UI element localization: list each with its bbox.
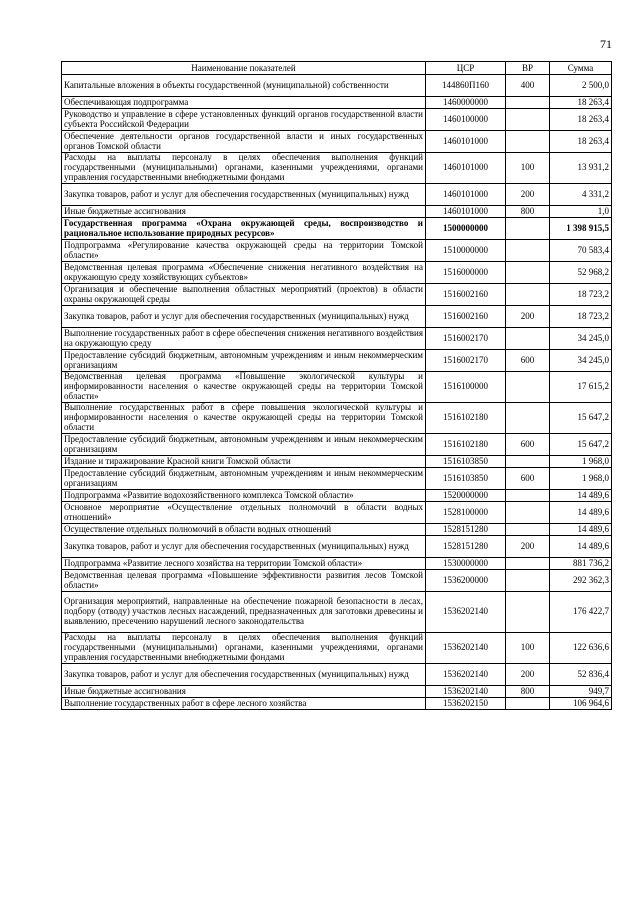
row-vr: 800 xyxy=(506,686,550,698)
table-row xyxy=(62,633,612,664)
row-name: Предоставление субсидий бюджетным, автономным учреждениям и иным некоммерческим организациям xyxy=(62,350,426,372)
row-vr xyxy=(506,109,550,131)
row-name: Выполнение государственных работ в сфере обеспечения снижения негативного воздействия на окружающую среду xyxy=(62,328,426,350)
table-row xyxy=(62,75,612,97)
row-csr: 1516002170 xyxy=(426,350,506,372)
row-vr xyxy=(506,403,550,434)
page-number: 71 xyxy=(600,37,612,51)
row-vr: 400 xyxy=(506,75,550,97)
row-vr: 100 xyxy=(506,153,550,184)
row-csr: 1516100000 xyxy=(426,372,506,403)
table-row xyxy=(62,97,612,109)
row-csr: 1536202150 xyxy=(426,698,506,710)
row-vr xyxy=(506,490,550,502)
row-csr: 1516000000 xyxy=(426,262,506,284)
row-csr: 1536202140 xyxy=(426,686,506,698)
table-row xyxy=(62,153,612,184)
row-vr: 200 xyxy=(506,536,550,558)
row-csr: 1460101000 xyxy=(426,153,506,184)
row-vr: 200 xyxy=(506,306,550,328)
row-sum: 122 636,6 xyxy=(550,633,612,664)
table-row xyxy=(62,403,612,434)
row-name: Подпрограмма «Развитие лесного хозяйства на территории Томской области» xyxy=(62,558,426,570)
table-row xyxy=(62,434,612,456)
table-row xyxy=(62,468,612,490)
row-sum: 14 489,6 xyxy=(550,524,612,536)
row-csr: 1536202140 xyxy=(426,592,506,633)
table-row xyxy=(62,206,612,218)
row-csr: 1510000000 xyxy=(426,240,506,262)
table-row xyxy=(62,664,612,686)
row-vr xyxy=(506,372,550,403)
row-vr xyxy=(506,328,550,350)
row-vr: 200 xyxy=(506,184,550,206)
row-vr: 600 xyxy=(506,350,550,372)
row-csr: 1528151280 xyxy=(426,524,506,536)
row-sum: 106 964,6 xyxy=(550,698,612,710)
row-name: Капитальные вложения в объекты государственной (муниципальной) собственности xyxy=(62,75,426,97)
row-name: Руководство и управление в сфере установленных функций органов государственной власти субъекта Российской Федерации xyxy=(62,109,426,131)
row-sum: 1,0 xyxy=(550,206,612,218)
table-row xyxy=(62,592,612,633)
row-name: Обеспечивающая подпрограмма xyxy=(62,97,426,109)
table-row xyxy=(62,284,612,306)
row-sum: 17 615,2 xyxy=(550,372,612,403)
row-name: Ведомственная целевая программа «Повышение эффективности развития лесов Томской области» xyxy=(62,570,426,592)
row-vr: 800 xyxy=(506,206,550,218)
row-sum: 13 931,2 xyxy=(550,153,612,184)
row-vr xyxy=(506,592,550,633)
row-csr: 1528100000 xyxy=(426,502,506,524)
row-csr: 1460000000 xyxy=(426,97,506,109)
row-name: Закупка товаров, работ и услуг для обеспечения государственных (муниципальных) нужд xyxy=(62,664,426,686)
row-name: Иные бюджетные ассигнования xyxy=(62,206,426,218)
table-row xyxy=(62,350,612,372)
header-vr: ВР xyxy=(506,62,550,75)
table-row xyxy=(62,262,612,284)
row-name: Закупка товаров, работ и услуг для обеспечения государственных (муниципальных) нужд xyxy=(62,536,426,558)
table-row xyxy=(62,184,612,206)
row-csr: 1530000000 xyxy=(426,558,506,570)
row-sum: 52 836,4 xyxy=(550,664,612,686)
row-vr xyxy=(506,524,550,536)
row-vr xyxy=(506,502,550,524)
header-csr: ЦСР xyxy=(426,62,506,75)
row-sum: 14 489,6 xyxy=(550,536,612,558)
table-row xyxy=(62,502,612,524)
row-vr xyxy=(506,262,550,284)
row-vr xyxy=(506,284,550,306)
row-sum: 18 263,4 xyxy=(550,131,612,153)
row-sum: 881 736,2 xyxy=(550,558,612,570)
header-name: Наименование показателей xyxy=(62,62,426,75)
row-sum: 949,7 xyxy=(550,686,612,698)
table-row xyxy=(62,306,612,328)
row-name: Выполнение государственных работ в сфере повышения экологической культуры и информированности населения о качестве окружающей среды на территории Томской области xyxy=(62,403,426,434)
row-name: Иные бюджетные ассигнования xyxy=(62,686,426,698)
row-csr: 1516102180 xyxy=(426,403,506,434)
row-vr xyxy=(506,558,550,570)
row-vr xyxy=(506,698,550,710)
table-row xyxy=(62,558,612,570)
row-name: Ведомственная целевая программа «Обеспечение снижения негативного воздействия на окружающую среду хозяйствующих субъектов» xyxy=(62,262,426,284)
row-vr: 100 xyxy=(506,633,550,664)
row-vr: 200 xyxy=(506,664,550,686)
table-row xyxy=(62,328,612,350)
table-row xyxy=(62,456,612,468)
row-name: Предоставление субсидий бюджетным, автономным учреждениям и иным некоммерческим организациям xyxy=(62,468,426,490)
row-vr xyxy=(506,131,550,153)
row-vr: 600 xyxy=(506,468,550,490)
row-sum: 14 489,6 xyxy=(550,502,612,524)
row-name: Выполнение государственных работ в сфере лесного хозяйства xyxy=(62,698,426,710)
row-csr: 1460101000 xyxy=(426,206,506,218)
table-row xyxy=(62,524,612,536)
row-name: Государственная программа «Охрана окружающей среды, воспроизводство и рациональное использование природных ресурсов» xyxy=(62,218,426,240)
row-name: Основное мероприятие «Осуществление отдельных полномочий в области водных отношений» xyxy=(62,502,426,524)
row-name: Предоставление субсидий бюджетным, автономным учреждениям и иным некоммерческим организациям xyxy=(62,434,426,456)
table-row xyxy=(62,240,612,262)
table-row xyxy=(62,698,612,710)
row-name: Расходы на выплаты персоналу в целях обеспечения выполнения функций государственными (муниципальными) органами, казенными учреждениями, органами управления государственными внебюджетными фондами xyxy=(62,633,426,664)
row-csr: 1536202140 xyxy=(426,664,506,686)
budget-table xyxy=(61,61,612,710)
table-row xyxy=(62,218,612,240)
row-csr: 1516103850 xyxy=(426,456,506,468)
row-name: Обеспечение деятельности органов государственной власти и иных государственных органов Томской области xyxy=(62,131,426,153)
table-row xyxy=(62,570,612,592)
row-csr: 1528151280 xyxy=(426,536,506,558)
row-name: Расходы на выплаты персоналу в целях обеспечения выполнения функций государственными (муниципальными) органами, казенными учреждениями, органами управления государственными внебюджетными фондами xyxy=(62,153,426,184)
row-sum: 1 398 915,5 xyxy=(550,218,612,240)
row-sum: 292 362,3 xyxy=(550,570,612,592)
row-csr: 1516102180 xyxy=(426,434,506,456)
row-csr: 1460101000 xyxy=(426,184,506,206)
row-sum: 1 968,0 xyxy=(550,456,612,468)
row-vr xyxy=(506,456,550,468)
row-sum: 34 245,0 xyxy=(550,350,612,372)
table-body xyxy=(62,75,612,710)
row-sum: 18 263,4 xyxy=(550,97,612,109)
row-name: Организация и обеспечение выполнения областных мероприятий (проектов) в области охраны окружающей среды xyxy=(62,284,426,306)
row-vr xyxy=(506,570,550,592)
row-vr: 600 xyxy=(506,434,550,456)
row-csr: 1520000000 xyxy=(426,490,506,502)
row-vr xyxy=(506,97,550,109)
row-sum: 34 245,0 xyxy=(550,328,612,350)
row-sum: 18 723,2 xyxy=(550,306,612,328)
row-sum: 176 422,7 xyxy=(550,592,612,633)
table-row xyxy=(62,490,612,502)
row-sum: 15 647,2 xyxy=(550,434,612,456)
row-sum: 18 263,4 xyxy=(550,109,612,131)
row-sum: 1 968,0 xyxy=(550,468,612,490)
row-csr: 1500000000 xyxy=(426,218,506,240)
row-sum: 14 489,6 xyxy=(550,490,612,502)
row-csr: 1536200000 xyxy=(426,570,506,592)
row-csr: 144860П160 xyxy=(426,75,506,97)
header-sum: Сумма xyxy=(550,62,612,75)
table-row xyxy=(62,372,612,403)
row-csr: 1460101000 xyxy=(426,131,506,153)
row-name: Осуществление отдельных полномочий в области водных отношений xyxy=(62,524,426,536)
table-row xyxy=(62,536,612,558)
row-csr: 1536202140 xyxy=(426,633,506,664)
row-name: Закупка товаров, работ и услуг для обеспечения государственных (муниципальных) нужд xyxy=(62,306,426,328)
row-name: Подпрограмма «Регулирование качества окружающей среды на территории Томской области» xyxy=(62,240,426,262)
row-csr: 1516002160 xyxy=(426,306,506,328)
row-sum: 52 968,2 xyxy=(550,262,612,284)
table-row xyxy=(62,686,612,698)
row-name: Организация мероприятий, направленные на обеспечение пожарной безопасности в лесах, подбору (отводу) участков лесных насаждений, предназначенных для заготовки древесины и выявлению, пресечению нарушений лесного законодательства xyxy=(62,592,426,633)
row-sum: 4 331,2 xyxy=(550,184,612,206)
row-sum: 18 723,2 xyxy=(550,284,612,306)
row-csr: 1516002170 xyxy=(426,328,506,350)
table-row xyxy=(62,131,612,153)
table-row xyxy=(62,109,612,131)
row-name: Закупка товаров, работ и услуг для обеспечения государственных (муниципальных) нужд xyxy=(62,184,426,206)
row-vr xyxy=(506,218,550,240)
row-csr: 1516002160 xyxy=(426,284,506,306)
row-name: Подпрограмма «Развитие водохозяйственного комплекса Томской области» xyxy=(62,490,426,502)
table-header-row xyxy=(62,62,612,75)
row-vr xyxy=(506,240,550,262)
row-sum: 70 583,4 xyxy=(550,240,612,262)
row-sum: 15 647,2 xyxy=(550,403,612,434)
row-csr: 1460100000 xyxy=(426,109,506,131)
row-csr: 1516103850 xyxy=(426,468,506,490)
row-name: Ведомственная целевая программа «Повышение экологической культуры и информированности населения о качестве окружающей среды на территории Томской области» xyxy=(62,372,426,403)
row-sum: 2 500,0 xyxy=(550,75,612,97)
row-name: Издание и тиражирование Красной книги Томской области xyxy=(62,456,426,468)
